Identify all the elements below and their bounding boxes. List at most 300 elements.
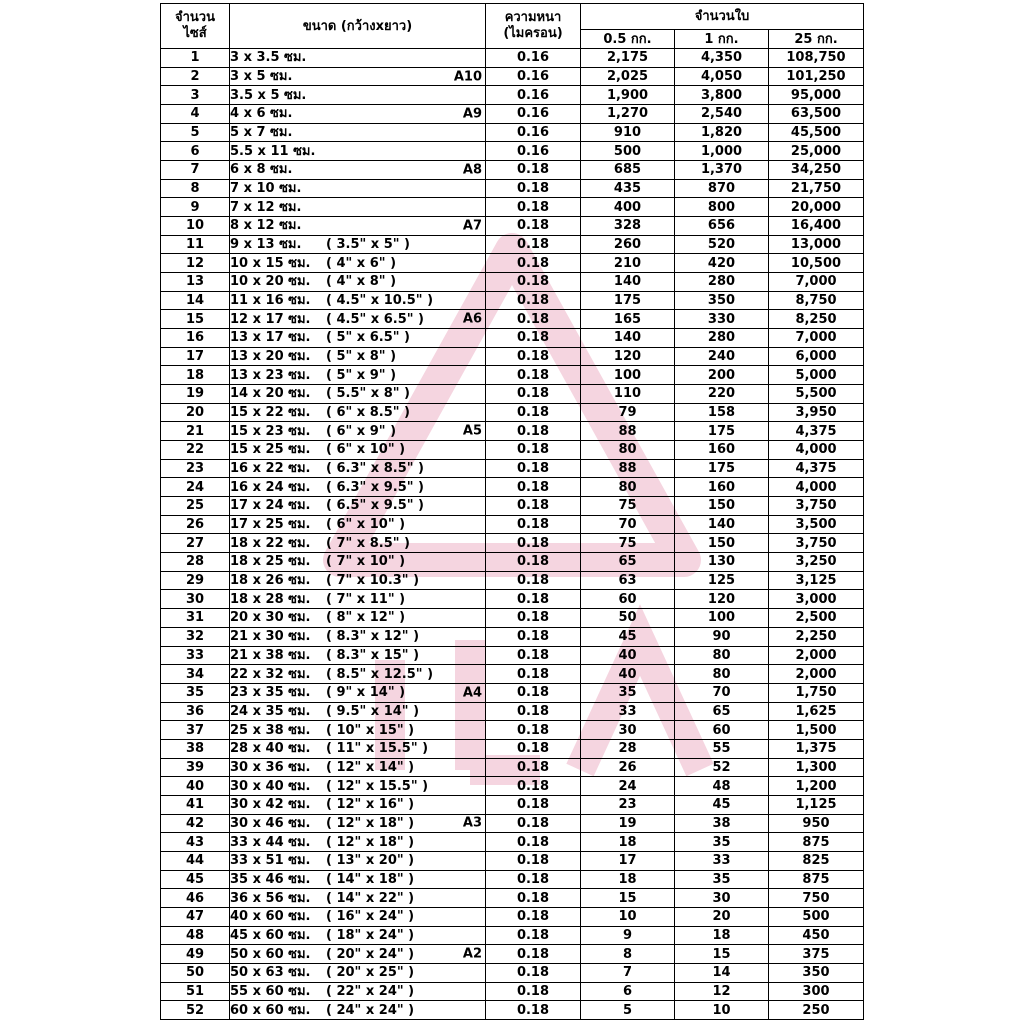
thickness-value: 0.18 [486, 814, 581, 833]
size-cm: 17 x 24 ซม. [230, 498, 311, 514]
table-row [161, 123, 864, 142]
paper-size-label: A4 [462, 685, 482, 701]
size-cm: 3 x 5 ซม. [230, 69, 293, 84]
size-cm: 13 x 17 ซม. [230, 330, 311, 346]
size-number: 2 [161, 67, 230, 86]
qty-half-kg: 1,900 [581, 86, 675, 105]
size-cm: 15 x 25 ซม. [230, 442, 311, 458]
qty-25kg: 350 [769, 963, 864, 982]
qty-1kg: 1,000 [675, 142, 769, 161]
size-cm: 10 x 20 ซม. [230, 274, 311, 290]
size-inch: ( 14" x 18" ) [326, 871, 415, 887]
qty-25kg: 3,125 [769, 571, 864, 590]
header-qty-half-kg: 0.5 กก. [581, 30, 675, 49]
qty-half-kg: 2,175 [581, 49, 675, 68]
size-cm: 30 x 36 ซม. [230, 759, 311, 775]
qty-half-kg: 60 [581, 590, 675, 609]
size-inch: ( 9.5" x 14" ) [326, 703, 420, 719]
size-dimensions [230, 254, 486, 273]
qty-1kg: 175 [675, 459, 769, 478]
header-qty-1kg: 1 กก. [675, 30, 769, 49]
qty-1kg: 35 [675, 833, 769, 852]
table-row [161, 310, 864, 329]
size-number: 17 [161, 347, 230, 366]
size-number: 22 [161, 441, 230, 460]
qty-1kg: 100 [675, 609, 769, 628]
size-number: 14 [161, 291, 230, 310]
table-row [161, 441, 864, 460]
thickness-value: 0.18 [486, 179, 581, 198]
size-number: 20 [161, 403, 230, 422]
size-cm: 11 x 16 ซม. [230, 293, 311, 309]
qty-half-kg: 18 [581, 833, 675, 852]
qty-1kg: 420 [675, 254, 769, 273]
qty-1kg: 800 [675, 198, 769, 217]
size-inch: ( 6.3" x 9.5" ) [326, 479, 424, 495]
table-row [161, 590, 864, 609]
size-dimensions [230, 86, 486, 105]
size-dimensions [230, 627, 486, 646]
qty-1kg: 90 [675, 627, 769, 646]
qty-25kg: 13,000 [769, 235, 864, 254]
table-row [161, 291, 864, 310]
qty-1kg: 870 [675, 179, 769, 198]
qty-25kg: 250 [769, 1001, 864, 1020]
paper-size-label: A8 [462, 162, 482, 178]
size-inch: ( 6" x 8.5" ) [326, 405, 410, 421]
thickness-value: 0.16 [486, 86, 581, 105]
qty-1kg: 330 [675, 310, 769, 329]
qty-25kg: 16,400 [769, 217, 864, 236]
qty-25kg: 95,000 [769, 86, 864, 105]
qty-1kg: 1,370 [675, 161, 769, 180]
size-cm: 35 x 46 ซม. [230, 871, 311, 887]
thickness-value: 0.18 [486, 702, 581, 721]
size-dimensions [230, 235, 486, 254]
paper-size-label: A5 [462, 423, 482, 439]
size-inch: ( 12" x 14" ) [326, 759, 415, 775]
qty-half-kg: 80 [581, 478, 675, 497]
table-row [161, 665, 864, 684]
thickness-value: 0.18 [486, 795, 581, 814]
size-cm: 24 x 35 ซม. [230, 703, 311, 719]
size-dimensions [230, 777, 486, 796]
size-dimensions [230, 403, 486, 422]
qty-half-kg: 33 [581, 702, 675, 721]
table-row [161, 142, 864, 161]
table-row [161, 422, 864, 441]
qty-half-kg: 7 [581, 963, 675, 982]
qty-25kg: 7,000 [769, 329, 864, 348]
size-inch: ( 7" x 10" ) [326, 554, 406, 570]
table-row [161, 739, 864, 758]
thickness-value: 0.18 [486, 739, 581, 758]
qty-half-kg: 88 [581, 422, 675, 441]
size-dimensions [230, 105, 486, 124]
qty-half-kg: 140 [581, 329, 675, 348]
qty-1kg: 120 [675, 590, 769, 609]
size-dimensions [230, 945, 486, 964]
qty-half-kg: 75 [581, 497, 675, 516]
paper-size-label: A10 [453, 69, 482, 84]
size-cm: 5 x 7 ซม. [230, 125, 293, 141]
qty-25kg: 1,300 [769, 758, 864, 777]
size-inch: ( 4" x 8" ) [326, 274, 397, 290]
size-number: 31 [161, 609, 230, 628]
qty-25kg: 25,000 [769, 142, 864, 161]
thickness-value: 0.18 [486, 683, 581, 702]
qty-25kg: 2,250 [769, 627, 864, 646]
size-number: 23 [161, 459, 230, 478]
table-row [161, 198, 864, 217]
size-cm: 33 x 51 ซม. [230, 853, 311, 869]
qty-1kg: 520 [675, 235, 769, 254]
qty-1kg: 48 [675, 777, 769, 796]
size-dimensions [230, 534, 486, 553]
size-cm: 50 x 63 ซม. [230, 965, 311, 981]
thickness-value: 0.18 [486, 403, 581, 422]
size-cm: 10 x 15 ซม. [230, 255, 311, 271]
size-inch: ( 20" x 25" ) [326, 965, 415, 981]
thickness-value: 0.18 [486, 478, 581, 497]
table-row [161, 161, 864, 180]
qty-half-kg: 80 [581, 441, 675, 460]
size-number: 29 [161, 571, 230, 590]
qty-1kg: 55 [675, 739, 769, 758]
thickness-value: 0.16 [486, 123, 581, 142]
size-cm: 13 x 23 ซม. [230, 367, 311, 383]
size-number: 4 [161, 105, 230, 124]
thickness-value: 0.18 [486, 889, 581, 908]
thickness-value: 0.18 [486, 515, 581, 534]
size-dimensions [230, 422, 486, 441]
size-cm: 9 x 13 ซม. [230, 237, 302, 253]
thickness-value: 0.18 [486, 963, 581, 982]
size-number: 24 [161, 478, 230, 497]
thickness-value: 0.18 [486, 329, 581, 348]
header-size: ขนาด (กว้างxยาว) [230, 4, 486, 49]
qty-25kg: 5,500 [769, 385, 864, 404]
qty-25kg: 34,250 [769, 161, 864, 180]
size-dimensions [230, 609, 486, 628]
size-number: 9 [161, 198, 230, 217]
size-cm: 33 x 44 ซม. [230, 834, 311, 850]
size-number: 5 [161, 123, 230, 142]
size-dimensions [230, 814, 486, 833]
table-row [161, 889, 864, 908]
qty-half-kg: 45 [581, 627, 675, 646]
table-row [161, 833, 864, 852]
qty-half-kg: 17 [581, 851, 675, 870]
thickness-value: 0.18 [486, 590, 581, 609]
size-inch: ( 8.3" x 15" ) [326, 647, 420, 663]
size-dimensions [230, 590, 486, 609]
size-dimensions [230, 497, 486, 516]
size-number: 45 [161, 870, 230, 889]
table-row [161, 366, 864, 385]
qty-half-kg: 110 [581, 385, 675, 404]
thickness-value: 0.18 [486, 217, 581, 236]
size-dimensions [230, 758, 486, 777]
size-cm: 7 x 10 ซม. [230, 181, 302, 197]
thickness-value: 0.18 [486, 161, 581, 180]
table-row [161, 459, 864, 478]
qty-1kg: 45 [675, 795, 769, 814]
size-number: 10 [161, 217, 230, 236]
size-number: 52 [161, 1001, 230, 1020]
table-row [161, 982, 864, 1001]
size-dimensions [230, 683, 486, 702]
table-row [161, 646, 864, 665]
size-cm: 18 x 22 ซม. [230, 535, 311, 551]
size-number: 43 [161, 833, 230, 852]
size-number: 39 [161, 758, 230, 777]
thickness-value: 0.18 [486, 870, 581, 889]
qty-1kg: 30 [675, 889, 769, 908]
table-row [161, 758, 864, 777]
table-row [161, 683, 864, 702]
size-cm: 23 x 35 ซม. [230, 685, 311, 701]
qty-1kg: 14 [675, 963, 769, 982]
size-inch: ( 18" x 24" ) [326, 927, 415, 943]
size-dimensions [230, 702, 486, 721]
qty-half-kg: 685 [581, 161, 675, 180]
qty-25kg: 825 [769, 851, 864, 870]
size-dimensions [230, 1001, 486, 1020]
table-row [161, 179, 864, 198]
size-number: 11 [161, 235, 230, 254]
size-number: 12 [161, 254, 230, 273]
qty-25kg: 45,500 [769, 123, 864, 142]
qty-half-kg: 910 [581, 123, 675, 142]
bag-size-table [160, 3, 864, 1020]
paper-size-label: A9 [462, 106, 482, 122]
qty-25kg: 8,750 [769, 291, 864, 310]
size-inch: ( 10" x 15" ) [326, 722, 415, 738]
size-cm: 5.5 x 11 ซม. [230, 143, 316, 159]
size-dimensions [230, 123, 486, 142]
qty-half-kg: 24 [581, 777, 675, 796]
qty-25kg: 2,500 [769, 609, 864, 628]
size-cm: 13 x 20 ซม. [230, 349, 311, 365]
table-row [161, 777, 864, 796]
size-dimensions [230, 926, 486, 945]
qty-25kg: 20,000 [769, 198, 864, 217]
qty-half-kg: 15 [581, 889, 675, 908]
thickness-value: 0.18 [486, 273, 581, 292]
size-inch: ( 14" x 22" ) [326, 890, 415, 906]
qty-half-kg: 1,270 [581, 105, 675, 124]
size-inch: ( 7" x 11" ) [326, 591, 406, 607]
size-number: 44 [161, 851, 230, 870]
thickness-value: 0.16 [486, 49, 581, 68]
qty-1kg: 350 [675, 291, 769, 310]
size-dimensions [230, 571, 486, 590]
size-cm: 28 x 40 ซม. [230, 741, 311, 757]
size-inch: ( 3.5" x 5" ) [326, 237, 410, 253]
header-size-count: จำนวน ไซส์ [161, 4, 230, 49]
thickness-value: 0.18 [486, 553, 581, 572]
qty-1kg: 70 [675, 683, 769, 702]
paper-size-label: A6 [462, 311, 482, 327]
qty-1kg: 150 [675, 534, 769, 553]
size-cm: 60 x 60 ซม. [230, 1002, 311, 1018]
size-dimensions [230, 478, 486, 497]
qty-half-kg: 65 [581, 553, 675, 572]
thickness-value: 0.18 [486, 777, 581, 796]
size-number: 19 [161, 385, 230, 404]
table-row [161, 86, 864, 105]
qty-1kg: 80 [675, 646, 769, 665]
size-cm: 7 x 12 ซม. [230, 199, 302, 215]
qty-1kg: 33 [675, 851, 769, 870]
qty-25kg: 3,500 [769, 515, 864, 534]
size-inch: ( 12" x 15.5" ) [326, 778, 429, 794]
qty-1kg: 18 [675, 926, 769, 945]
thickness-value: 0.18 [486, 198, 581, 217]
table-row [161, 254, 864, 273]
thickness-value: 0.18 [486, 497, 581, 516]
thickness-value: 0.18 [486, 833, 581, 852]
size-cm: 15 x 23 ซม. [230, 423, 311, 439]
qty-1kg: 3,800 [675, 86, 769, 105]
qty-1kg: 280 [675, 329, 769, 348]
size-dimensions [230, 198, 486, 217]
qty-1kg: 240 [675, 347, 769, 366]
thickness-value: 0.18 [486, 235, 581, 254]
table-row [161, 945, 864, 964]
table-row [161, 49, 864, 68]
table-row [161, 1001, 864, 1020]
size-cm: 18 x 26 ซม. [230, 573, 311, 589]
qty-1kg: 2,540 [675, 105, 769, 124]
thickness-value: 0.18 [486, 347, 581, 366]
qty-1kg: 125 [675, 571, 769, 590]
thickness-value: 0.18 [486, 926, 581, 945]
qty-half-kg: 88 [581, 459, 675, 478]
qty-half-kg: 23 [581, 795, 675, 814]
qty-half-kg: 75 [581, 534, 675, 553]
table-row [161, 403, 864, 422]
qty-1kg: 15 [675, 945, 769, 964]
size-dimensions [230, 329, 486, 348]
qty-1kg: 160 [675, 441, 769, 460]
thickness-value: 0.18 [486, 982, 581, 1001]
size-number: 33 [161, 646, 230, 665]
qty-25kg: 3,950 [769, 403, 864, 422]
table-row [161, 347, 864, 366]
qty-25kg: 875 [769, 870, 864, 889]
qty-1kg: 35 [675, 870, 769, 889]
table-row [161, 907, 864, 926]
size-number: 25 [161, 497, 230, 516]
qty-25kg: 1,500 [769, 721, 864, 740]
qty-half-kg: 500 [581, 142, 675, 161]
qty-25kg: 4,000 [769, 441, 864, 460]
thickness-value: 0.16 [486, 67, 581, 86]
qty-25kg: 5,000 [769, 366, 864, 385]
qty-1kg: 220 [675, 385, 769, 404]
qty-25kg: 10,500 [769, 254, 864, 273]
qty-1kg: 280 [675, 273, 769, 292]
size-cm: 25 x 38 ซม. [230, 722, 311, 738]
size-cm: 15 x 22 ซม. [230, 405, 311, 421]
qty-25kg: 500 [769, 907, 864, 926]
table-row [161, 217, 864, 236]
size-cm: 18 x 25 ซม. [230, 554, 311, 570]
qty-25kg: 3,750 [769, 497, 864, 516]
thickness-value: 0.18 [486, 459, 581, 478]
thickness-value: 0.18 [486, 945, 581, 964]
size-number: 34 [161, 665, 230, 684]
size-cm: 45 x 60 ซม. [230, 927, 311, 943]
size-number: 32 [161, 627, 230, 646]
qty-25kg: 875 [769, 833, 864, 852]
qty-1kg: 52 [675, 758, 769, 777]
table-row [161, 497, 864, 516]
qty-half-kg: 175 [581, 291, 675, 310]
size-number: 49 [161, 945, 230, 964]
qty-1kg: 4,350 [675, 49, 769, 68]
header-qty-25kg: 25 กก. [769, 30, 864, 49]
size-number: 21 [161, 422, 230, 441]
qty-half-kg: 9 [581, 926, 675, 945]
size-number: 8 [161, 179, 230, 198]
size-inch: ( 12" x 16" ) [326, 797, 415, 813]
qty-half-kg: 10 [581, 907, 675, 926]
size-number: 1 [161, 49, 230, 68]
size-cm: 8 x 12 ซม. [230, 218, 302, 234]
qty-1kg: 200 [675, 366, 769, 385]
thickness-value: 0.18 [486, 422, 581, 441]
qty-half-kg: 435 [581, 179, 675, 198]
size-dimensions [230, 291, 486, 310]
header-sheet-count: จำนวนใบ [581, 4, 864, 30]
size-dimensions [230, 870, 486, 889]
size-inch: ( 6" x 9" ) [326, 423, 397, 439]
size-dimensions [230, 142, 486, 161]
qty-1kg: 20 [675, 907, 769, 926]
size-cm: 20 x 30 ซม. [230, 610, 311, 626]
table-row [161, 553, 864, 572]
table-row [161, 67, 864, 86]
size-dimensions [230, 515, 486, 534]
size-number: 46 [161, 889, 230, 908]
table-row [161, 926, 864, 945]
size-number: 41 [161, 795, 230, 814]
qty-half-kg: 40 [581, 646, 675, 665]
size-cm: 3.5 x 5 ซม. [230, 87, 307, 103]
qty-25kg: 7,000 [769, 273, 864, 292]
size-cm: 30 x 46 ซม. [230, 815, 311, 831]
size-inch: ( 4.5" x 10.5" ) [326, 293, 434, 309]
table-row [161, 795, 864, 814]
size-inch: ( 11" x 15.5" ) [326, 741, 429, 757]
qty-1kg: 38 [675, 814, 769, 833]
size-dimensions [230, 795, 486, 814]
size-dimensions [230, 385, 486, 404]
size-number: 3 [161, 86, 230, 105]
size-inch: ( 5" x 6.5" ) [326, 330, 410, 346]
size-inch: ( 4.5" x 6.5" ) [326, 311, 424, 327]
thickness-value: 0.18 [486, 665, 581, 684]
size-number: 13 [161, 273, 230, 292]
size-cm: 14 x 20 ซม. [230, 386, 311, 402]
qty-25kg: 108,750 [769, 49, 864, 68]
size-cm: 55 x 60 ซม. [230, 983, 311, 999]
size-number: 37 [161, 721, 230, 740]
thickness-value: 0.18 [486, 851, 581, 870]
